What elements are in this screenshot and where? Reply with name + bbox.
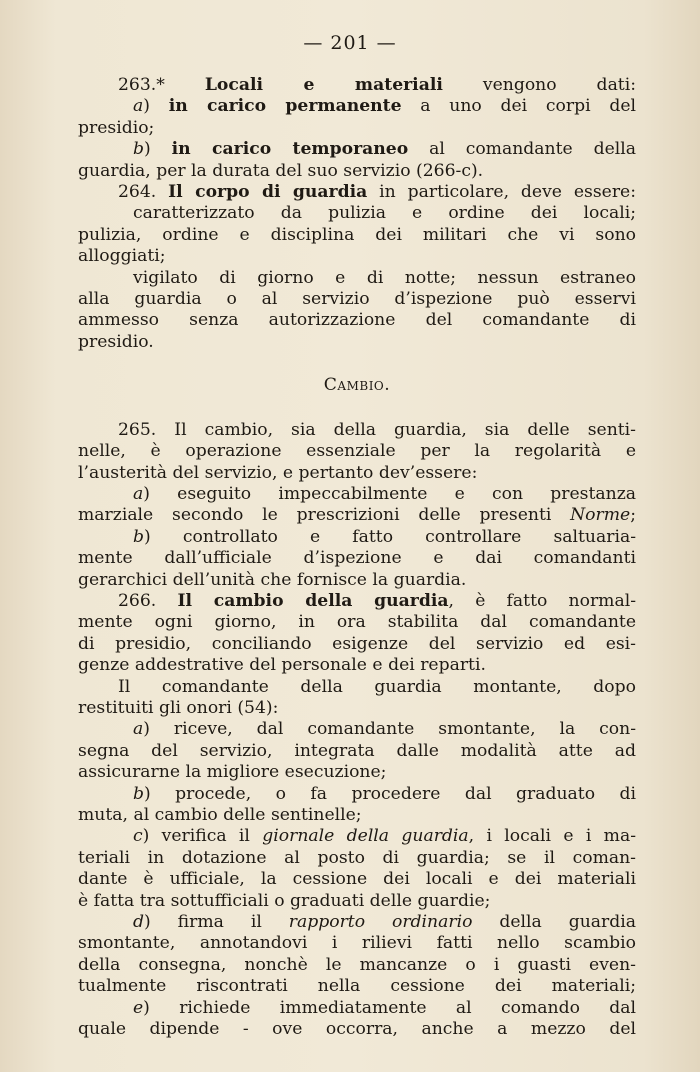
text-line: è fatta tra sottufficiali o graduati delle guardie; <box>78 890 491 911</box>
text-fragment: ) richiede immediatamente al comando dal <box>143 997 636 1018</box>
text-line: quale dipende - ove occorra, anche a mezzo del <box>78 1019 636 1040</box>
text-fragment: marziale secondo le prescrizioni delle presenti <box>78 505 571 526</box>
italic-term: giornale della guardia <box>262 826 469 847</box>
text-line: di presidio, conciliando esigenze del servizio ed esi- <box>78 633 636 654</box>
italic-term: Norme <box>570 505 631 526</box>
bold-term: Il corpo di guardia <box>168 182 368 203</box>
text-fragment: ) firma il <box>144 912 289 933</box>
text-line: presidio. <box>78 331 154 352</box>
item-letter: e <box>133 997 144 1018</box>
italic-term: rapporto ordinario <box>288 912 473 933</box>
page-number: — 201 — <box>303 32 397 54</box>
paragraph-number: 264. <box>118 182 169 203</box>
text-line <box>78 912 636 933</box>
text-fragment: ) procede, o fa procedere dal graduato di <box>144 783 636 804</box>
text-fragment: ) eseguito impeccabilmente e con prestanza <box>143 483 636 504</box>
item-letter: b <box>133 526 145 547</box>
bold-term: Il cambio della guardia <box>177 590 449 611</box>
text-line: tualmente riscontrati nella cessione dei materiali; <box>78 976 636 997</box>
text-line: muta, al cambio delle sentinelle; <box>78 805 362 825</box>
text-line: assicurarne la migliore esecuzione; <box>78 762 387 783</box>
text-fragment: ; <box>630 505 636 526</box>
text-fragment: , i locali e i ma- <box>468 826 637 847</box>
text-line: gerarchici dell’unità che fornisce la guardia. <box>78 569 467 590</box>
item-letter: c <box>133 826 143 847</box>
item-letter: a <box>133 719 144 740</box>
text-fragment: , è fatto normal- <box>448 590 637 611</box>
text-fragment: a uno dei corpi del <box>401 96 636 117</box>
text-fragment: al comandante della <box>408 139 636 160</box>
text-line: vigilato di giorno e di notte; nessun estraneo <box>133 267 636 288</box>
text-line <box>78 998 636 1019</box>
text-line <box>78 719 636 740</box>
text-line <box>78 139 636 160</box>
item-letter: a <box>133 96 144 117</box>
text-line: mente ogni giorno, in ora stabilita dal comandante <box>78 612 636 633</box>
text-line: l’austerità del servizio, e pertanto dev’essere: <box>78 462 478 483</box>
text-line: smontante, annotandovi i rilievi fatti nello scambio <box>78 933 636 954</box>
text-fragment: ) controllato e fatto controllare saltuaria- <box>144 526 636 547</box>
text-line <box>78 826 636 847</box>
body-text <box>78 75 636 1040</box>
text-line: caratterizzato da pulizia e ordine dei locali; <box>133 203 636 224</box>
text-fragment: ) riceve, dal comandante smontante, la con- <box>143 719 636 740</box>
text-fragment: ) <box>144 139 172 160</box>
text-line <box>78 96 636 117</box>
text-fragment: ) verifica il <box>142 826 263 847</box>
item-letter: a <box>133 483 144 504</box>
bold-term: Locali e materiali <box>204 75 443 95</box>
text-line: della consegna, nonchè le mancanze o i guasti even- <box>78 954 636 975</box>
text-line <box>78 784 636 805</box>
text-line: genze addestrative del personale e dei reparti. <box>78 655 486 676</box>
text-line: restituiti gli onori (54): <box>78 697 279 718</box>
text-line <box>78 75 636 96</box>
text-line <box>78 505 636 526</box>
text-line: teriali in dotazione al posto di guardia; se il coman- <box>78 847 636 868</box>
paragraph-number: 263.* <box>118 75 205 95</box>
item-letter: d <box>133 912 145 933</box>
text-fragment: vengono dati: <box>442 75 637 95</box>
text-line: guardia, per la durata del suo servizio (266-c). <box>78 160 484 181</box>
text-fragment: ) <box>143 96 169 117</box>
bold-term: in carico permanente <box>168 96 402 117</box>
item-letter: b <box>133 139 145 160</box>
text-line: presidio; <box>78 117 155 138</box>
text-line: nelle, è operazione essenziale per la regolarità e <box>78 441 636 462</box>
text-fragment: in particolare, deve essere: <box>367 182 636 203</box>
text-line: alloggiati; <box>78 246 166 267</box>
item-letter: b <box>133 783 145 804</box>
text-line: segna del servizio, integrata dalle modalità atte ad <box>78 740 636 761</box>
text-line: alla guardia o al servizio d’ispezione può esservi <box>78 289 636 310</box>
text-line <box>78 591 636 612</box>
text-line: pulizia, ordine e disciplina dei militari che vi sono <box>78 224 636 245</box>
paragraph-number: 266. <box>118 590 178 611</box>
text-line <box>78 527 636 548</box>
bold-term: in carico temporaneo <box>171 139 409 160</box>
text-line: Il comandante della guardia montante, dopo <box>118 676 636 697</box>
text-line <box>78 484 636 505</box>
text-line: mente dall’ufficiale d’ispezione e dai comandanti <box>78 548 636 569</box>
text-line: 265. Il cambio, sia della guardia, sia delle senti- <box>118 419 636 440</box>
text-line <box>78 182 636 203</box>
text-line: ammesso senza autorizzazione del comandante di <box>78 310 636 331</box>
text-line: dante è ufficiale, la cessione dei locali e dei materiali <box>78 869 636 890</box>
section-heading: Cambio. <box>323 375 391 396</box>
text-fragment: della guardia <box>472 912 636 933</box>
